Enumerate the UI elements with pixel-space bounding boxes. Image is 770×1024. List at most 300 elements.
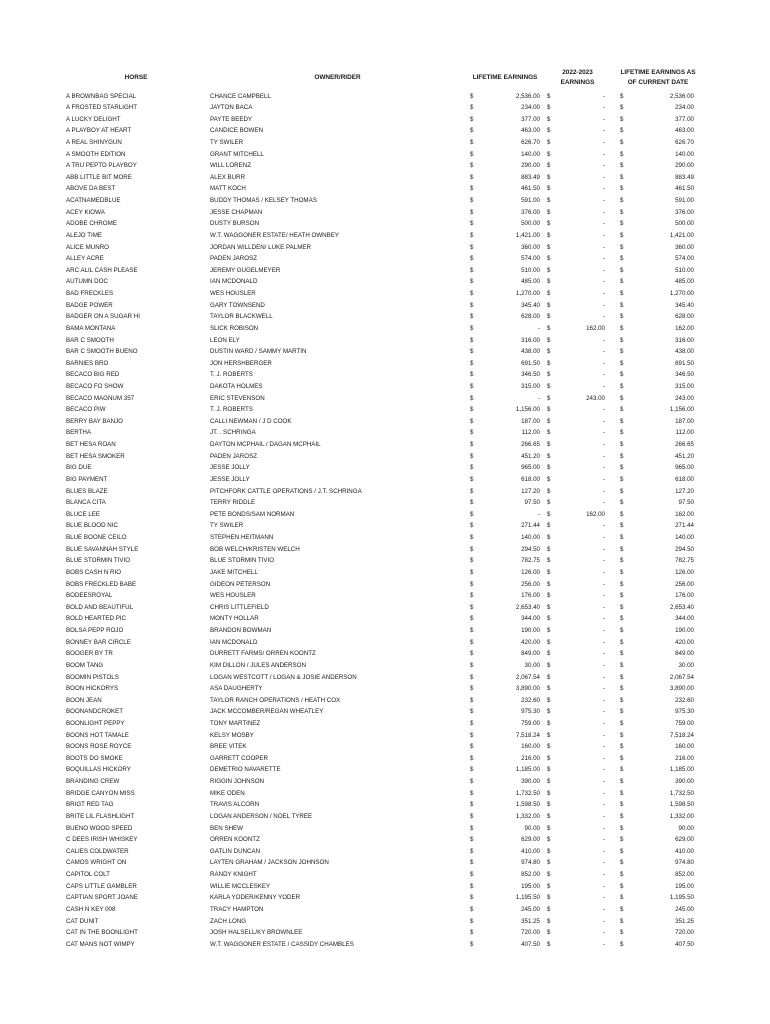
lifetime-earnings: 463.00 xyxy=(521,127,540,135)
lifetime-currency: $ xyxy=(470,487,474,495)
season-earnings: - xyxy=(602,406,605,414)
header-current-line1: LIFETIME EARNINGS AS xyxy=(620,69,696,76)
table-row xyxy=(0,764,770,776)
current-earnings: 1,185.00 xyxy=(669,766,694,774)
current-currency: $ xyxy=(620,685,624,693)
horse-name: AUTUMN DOC xyxy=(66,278,108,286)
horse-name: BLUE SAVANNAH STYLE xyxy=(66,545,139,553)
table-row xyxy=(0,486,770,498)
season-currency: $ xyxy=(547,290,551,298)
horse-name: CALIES COLDWATER xyxy=(66,847,129,855)
season-earnings: - xyxy=(602,661,605,669)
owner-rider: MONTY HOLLAR xyxy=(210,615,259,623)
current-earnings: 112.00 xyxy=(675,429,694,437)
lifetime-currency: $ xyxy=(470,847,474,855)
lifetime-earnings: 965.00 xyxy=(521,464,540,472)
table-row xyxy=(0,381,770,393)
horse-name: BOONS ROSE ROYCE xyxy=(66,743,132,751)
owner-rider: JESSE JOLLY xyxy=(210,464,250,472)
current-currency: $ xyxy=(620,754,624,762)
lifetime-currency: $ xyxy=(470,162,474,170)
current-currency: $ xyxy=(620,522,624,530)
table-row xyxy=(0,892,770,904)
lifetime-currency: $ xyxy=(470,836,474,844)
owner-rider: WES HOUSLER xyxy=(210,290,256,298)
season-earnings: - xyxy=(602,371,605,379)
season-currency: $ xyxy=(547,627,551,635)
horse-name: C DEES IRISH WHISKEY xyxy=(66,836,138,844)
horse-name: CAT DUNIT xyxy=(66,917,99,925)
lifetime-currency: $ xyxy=(470,231,474,239)
lifetime-currency: $ xyxy=(470,743,474,751)
current-earnings: 1,732.50 xyxy=(669,789,694,797)
season-earnings: - xyxy=(602,615,605,623)
lifetime-earnings: 377.00 xyxy=(521,115,540,123)
current-earnings: 271.44 xyxy=(675,522,694,530)
current-currency: $ xyxy=(620,824,624,832)
owner-rider: W.T. WAGGONER ESTATE / CASSIDY CHAMBLES xyxy=(210,940,354,948)
season-currency: $ xyxy=(547,138,551,146)
owner-rider: JAYTON BACA xyxy=(210,104,253,112)
season-earnings: - xyxy=(602,127,605,135)
table-row xyxy=(0,416,770,428)
lifetime-currency: $ xyxy=(470,894,474,902)
season-currency: $ xyxy=(547,894,551,902)
horse-name: A PLAYBOY AT HEART xyxy=(66,127,132,135)
season-earnings: - xyxy=(602,778,605,786)
current-earnings: 461.50 xyxy=(675,185,694,193)
current-earnings: 30.00 xyxy=(678,661,694,669)
current-earnings: 376.00 xyxy=(675,208,694,216)
header-horse-label: HORSE xyxy=(124,74,148,81)
season-earnings: - xyxy=(602,162,605,170)
season-earnings: - xyxy=(602,115,605,123)
season-earnings: - xyxy=(602,627,605,635)
header-lifetime xyxy=(465,73,545,83)
current-currency: $ xyxy=(620,383,624,390)
lifetime-currency: $ xyxy=(470,917,474,925)
table-row xyxy=(0,102,770,114)
horse-name: BERRY BAY BANJO xyxy=(66,417,123,425)
lifetime-currency: $ xyxy=(470,278,474,286)
season-earnings: - xyxy=(602,441,605,449)
owner-rider: JACK MCCOMBER/REGAN WHEATLEY xyxy=(210,708,324,716)
table-row xyxy=(0,149,770,161)
table-row xyxy=(0,207,770,219)
season-currency: $ xyxy=(547,673,551,681)
current-currency: $ xyxy=(620,255,624,263)
lifetime-earnings: 1,332.00 xyxy=(515,812,540,820)
header-season-line2: EARNINGS xyxy=(560,79,595,86)
season-currency: $ xyxy=(547,150,551,158)
horse-name: BLUE BLOOD NIC xyxy=(66,522,118,530)
lifetime-currency: $ xyxy=(470,754,474,762)
table-row xyxy=(0,335,770,347)
lifetime-currency: $ xyxy=(470,266,474,274)
season-earnings: - xyxy=(602,92,605,100)
current-currency: $ xyxy=(620,197,624,205)
owner-rider: BLUE STORMIN TIVIO xyxy=(210,557,275,565)
owner-rider: PADEN JAROSZ xyxy=(210,452,257,460)
owner-rider: BREE VITEK xyxy=(210,743,247,751)
lifetime-earnings: 691.50 xyxy=(521,359,540,367)
horse-name: CAMOS WRIGHT ON xyxy=(66,859,127,867)
lifetime-currency: $ xyxy=(470,905,474,913)
table-row xyxy=(0,695,770,707)
lifetime-earnings: 974.80 xyxy=(521,859,540,867)
season-currency: $ xyxy=(547,789,551,797)
lifetime-earnings: 3,890.00 xyxy=(515,685,540,693)
lifetime-earnings: 232.60 xyxy=(521,696,540,704)
current-earnings: 759.00 xyxy=(675,719,694,727)
current-earnings: 190.00 xyxy=(675,627,694,635)
table-row xyxy=(0,613,770,625)
owner-rider: TY SWILER xyxy=(210,138,244,146)
season-earnings: - xyxy=(602,592,605,600)
season-earnings: - xyxy=(602,685,605,693)
season-currency: $ xyxy=(547,336,551,344)
season-earnings: - xyxy=(602,929,605,937)
lifetime-earnings: - xyxy=(537,394,540,402)
owner-rider: JORDAN WILLDEN/ LUKE PALMER xyxy=(210,243,311,251)
season-currency: $ xyxy=(547,371,551,379)
lifetime-earnings: 975.30 xyxy=(521,708,540,716)
current-earnings: 500.00 xyxy=(675,220,694,228)
horse-name: BECACO MAGNUM 357 xyxy=(66,394,135,402)
season-earnings: - xyxy=(602,603,605,611)
current-earnings: 451.20 xyxy=(675,452,694,460)
table-row xyxy=(0,439,770,451)
lifetime-earnings: 351.25 xyxy=(521,917,540,925)
lifetime-earnings: 345.40 xyxy=(521,301,540,309)
lifetime-earnings: 140.00 xyxy=(521,534,540,542)
horse-name: ALEJO TIME xyxy=(66,231,102,239)
lifetime-currency: $ xyxy=(470,603,474,611)
season-currency: $ xyxy=(547,278,551,286)
owner-rider: MIKE ODEN xyxy=(210,789,245,797)
current-currency: $ xyxy=(620,673,624,681)
owner-rider: TY SWILER xyxy=(210,522,244,530)
season-currency: $ xyxy=(547,940,551,948)
lifetime-currency: $ xyxy=(470,824,474,832)
owner-rider: CANDICE BOWEN xyxy=(210,127,263,135)
current-earnings: 1,332.00 xyxy=(669,812,694,820)
table-row xyxy=(0,369,770,381)
current-earnings: 140.00 xyxy=(675,534,694,542)
table-row xyxy=(0,242,770,254)
lifetime-earnings: 574.00 xyxy=(521,255,540,263)
lifetime-earnings: 216.00 xyxy=(521,754,540,762)
lifetime-currency: $ xyxy=(470,138,474,146)
horse-name: BAR C SMOOTH BUENO xyxy=(66,348,138,356)
owner-rider: ASA DAUGHERTY xyxy=(210,685,263,693)
owner-rider: SLICK ROBISON xyxy=(210,324,259,332)
season-earnings: - xyxy=(602,824,605,832)
lifetime-earnings: 346.50 xyxy=(521,371,540,379)
season-earnings: 162.00 xyxy=(586,510,605,518)
lifetime-earnings: 1,270.00 xyxy=(515,290,540,298)
current-earnings: 232.60 xyxy=(675,696,694,704)
lifetime-earnings: 407.50 xyxy=(521,940,540,948)
lifetime-earnings: 438.00 xyxy=(521,348,540,356)
season-currency: $ xyxy=(547,197,551,205)
table-row xyxy=(0,567,770,579)
season-earnings: - xyxy=(602,359,605,367)
season-currency: $ xyxy=(547,754,551,762)
horse-name: BRITE LIL FLASHLIGHT xyxy=(66,812,135,820)
owner-rider: GATLIN DUNCAN xyxy=(210,847,261,855)
lifetime-currency: $ xyxy=(470,441,474,449)
lifetime-currency: $ xyxy=(470,185,474,193)
owner-rider: LOGAN WESTCOTT / LOGAN & JOSIE ANDERSON xyxy=(210,673,357,681)
lifetime-currency: $ xyxy=(470,568,474,576)
season-earnings: - xyxy=(602,266,605,274)
season-currency: $ xyxy=(547,499,551,507)
header-current xyxy=(612,68,704,88)
lifetime-currency: $ xyxy=(470,929,474,937)
lifetime-currency: $ xyxy=(470,208,474,216)
lifetime-currency: $ xyxy=(470,592,474,600)
current-earnings: 97.50 xyxy=(678,499,694,507)
current-currency: $ xyxy=(620,603,624,611)
owner-rider: GARY TOWNSEND xyxy=(210,301,265,309)
horse-name: BERTHA xyxy=(66,429,91,437)
current-earnings: 377.00 xyxy=(675,115,694,123)
season-currency: $ xyxy=(547,301,551,309)
table-row xyxy=(0,846,770,858)
season-currency: $ xyxy=(547,638,551,646)
current-currency: $ xyxy=(620,290,624,298)
season-currency: $ xyxy=(547,115,551,123)
lifetime-earnings: 195.00 xyxy=(521,882,540,890)
owner-rider: STEPHEN HEITMANN xyxy=(210,534,274,542)
current-earnings: 2,653.40 xyxy=(669,603,694,611)
current-currency: $ xyxy=(620,580,624,588)
current-earnings: 266.65 xyxy=(675,441,694,449)
owner-rider: JT. . SCHRINGA xyxy=(210,429,256,437)
horse-name: BLUE BOONE CEILO xyxy=(66,534,127,542)
table-row xyxy=(0,730,770,742)
table-row xyxy=(0,799,770,811)
lifetime-currency: $ xyxy=(470,255,474,263)
current-currency: $ xyxy=(620,731,624,739)
season-earnings: - xyxy=(602,871,605,879)
owner-rider: DURRETT FARMS/ ORREN KOONTZ xyxy=(210,650,316,658)
owner-rider: TONY MARTINEZ xyxy=(210,719,261,727)
lifetime-currency: $ xyxy=(470,615,474,623)
horse-name: CAPS LITTLE GAMBLER xyxy=(66,882,137,890)
season-currency: $ xyxy=(547,534,551,542)
owner-rider: TRAVIS ALCORN xyxy=(210,801,260,809)
owner-rider: GARRETT COOPER xyxy=(210,754,268,762)
lifetime-currency: $ xyxy=(470,789,474,797)
horse-name: BET HESA SMOKER xyxy=(66,452,125,460)
season-earnings: - xyxy=(602,150,605,158)
current-currency: $ xyxy=(620,429,624,437)
current-earnings: 234.00 xyxy=(675,104,694,112)
horse-name: BOLD HEARTED PIC xyxy=(66,615,127,623)
season-earnings: - xyxy=(602,545,605,553)
current-currency: $ xyxy=(620,173,624,181)
table-row xyxy=(0,753,770,765)
owner-rider: JEREMY GUGELMEYER xyxy=(210,266,281,274)
horse-name: BET HESA ROAN xyxy=(66,441,116,449)
current-currency: $ xyxy=(620,336,624,344)
current-currency: $ xyxy=(620,894,624,902)
horse-name: BECACO BIG RED xyxy=(66,371,120,379)
season-earnings: - xyxy=(602,847,605,855)
owner-rider: TAYLOR RANCH OPERATIONS / HEATH COX xyxy=(210,696,341,704)
horse-name: CAT MANS NOT WIMPY xyxy=(66,940,135,948)
horse-name: BOBS CASH N RIO xyxy=(66,568,122,576)
season-currency: $ xyxy=(547,487,551,495)
current-currency: $ xyxy=(620,801,624,809)
table-row xyxy=(0,125,770,137)
lifetime-earnings: 7,518.24 xyxy=(515,731,540,739)
current-earnings: 344.00 xyxy=(675,615,694,623)
lifetime-earnings: 1,195.50 xyxy=(515,894,540,902)
current-earnings: 360.00 xyxy=(675,243,694,251)
season-currency: $ xyxy=(547,708,551,716)
season-currency: $ xyxy=(547,475,551,483)
season-currency: $ xyxy=(547,266,551,274)
owner-rider: JESSE JOLLY xyxy=(210,475,250,483)
owner-rider: PETE BONDS/SAM NORMAN xyxy=(210,510,295,518)
horse-name: ALICE MUNRO xyxy=(66,243,109,251)
current-earnings: 782.75 xyxy=(675,557,694,565)
header-season xyxy=(545,68,610,88)
lifetime-currency: $ xyxy=(470,452,474,460)
table-row xyxy=(0,218,770,230)
season-currency: $ xyxy=(547,220,551,228)
owner-rider: JOSH HALSELL/KY BROWNLEE xyxy=(210,929,303,937)
table-row xyxy=(0,497,770,509)
table-row xyxy=(0,834,770,846)
lifetime-currency: $ xyxy=(470,394,474,402)
current-currency: $ xyxy=(620,650,624,658)
horse-name: BIG PAYMENT xyxy=(66,475,108,483)
table-row xyxy=(0,195,770,207)
season-earnings: - xyxy=(602,487,605,495)
owner-rider: CHRIS LITTLEFIELD xyxy=(210,603,269,611)
season-currency: $ xyxy=(547,313,551,321)
current-currency: $ xyxy=(620,812,624,820)
current-currency: $ xyxy=(620,231,624,239)
table-row xyxy=(0,137,770,149)
current-earnings: 294.50 xyxy=(675,545,694,553)
season-earnings: - xyxy=(602,348,605,356)
season-currency: $ xyxy=(547,255,551,263)
horse-name: BLUE STORMIN TIVIO xyxy=(66,557,131,565)
lifetime-earnings: 510.00 xyxy=(521,266,540,274)
season-currency: $ xyxy=(547,603,551,611)
current-currency: $ xyxy=(620,115,624,123)
current-earnings: 883.49 xyxy=(675,173,694,181)
lifetime-currency: $ xyxy=(470,301,474,309)
horse-name: BLUES BLAZE xyxy=(66,487,108,495)
current-earnings: 90.00 xyxy=(678,824,694,832)
season-earnings: - xyxy=(602,173,605,181)
current-earnings: 290.00 xyxy=(675,162,694,170)
season-currency: $ xyxy=(547,383,551,390)
horse-name: CAPTIAN SPORT JOANE xyxy=(66,894,138,902)
owner-rider: BEN SHEW xyxy=(210,824,244,832)
horse-name: BONNEY BAR CIRCLE xyxy=(66,638,131,646)
current-currency: $ xyxy=(620,406,624,414)
table-row xyxy=(0,544,770,556)
table-row xyxy=(0,881,770,893)
table-row xyxy=(0,404,770,416)
owner-rider: T. J. ROBERTS xyxy=(210,406,253,414)
horse-name: A REAL SHINYGUN xyxy=(66,138,122,146)
lifetime-currency: $ xyxy=(470,650,474,658)
lifetime-earnings: 190.00 xyxy=(521,627,540,635)
season-earnings: - xyxy=(602,754,605,762)
lifetime-currency: $ xyxy=(470,719,474,727)
current-earnings: 2,067.54 xyxy=(669,673,694,681)
current-earnings: 256.00 xyxy=(675,580,694,588)
season-earnings: - xyxy=(602,894,605,902)
horse-name: ALLEY ACRE xyxy=(66,255,104,263)
current-earnings: 618.00 xyxy=(675,475,694,483)
season-currency: $ xyxy=(547,917,551,925)
owner-rider: TAYLOR BLACKWELL xyxy=(210,313,273,321)
table-row xyxy=(0,265,770,277)
lifetime-currency: $ xyxy=(470,313,474,321)
current-earnings: 1,598.50 xyxy=(669,801,694,809)
horse-name: BADGE POWER xyxy=(66,301,113,309)
lifetime-earnings: 160.00 xyxy=(521,743,540,751)
table-row xyxy=(0,346,770,358)
season-earnings: - xyxy=(602,940,605,948)
lifetime-currency: $ xyxy=(470,243,474,251)
table-row xyxy=(0,741,770,753)
owner-rider: BOB WELCH/KRISTEN WELCH xyxy=(210,545,300,553)
season-earnings: - xyxy=(602,650,605,658)
current-currency: $ xyxy=(620,301,624,309)
owner-rider: KELSY MOSBY xyxy=(210,731,254,739)
lifetime-earnings: 376.00 xyxy=(521,208,540,216)
lifetime-earnings: 140.00 xyxy=(521,150,540,158)
horse-name: ARC ALIL CASH PLEASE xyxy=(66,266,138,274)
current-currency: $ xyxy=(620,592,624,600)
table-row xyxy=(0,253,770,265)
season-earnings: - xyxy=(602,905,605,913)
owner-rider: DUSTIN WARD / SAMMY MARTIN xyxy=(210,348,307,356)
lifetime-currency: $ xyxy=(470,406,474,414)
current-currency: $ xyxy=(620,208,624,216)
current-earnings: 127.20 xyxy=(675,487,694,495)
lifetime-earnings: 112.00 xyxy=(521,429,540,437)
table-row xyxy=(0,939,770,951)
lifetime-earnings: 294.50 xyxy=(521,545,540,553)
current-currency: $ xyxy=(620,719,624,727)
owner-rider: RIGGIN JOHNSON xyxy=(210,778,264,786)
table-row xyxy=(0,904,770,916)
season-earnings: - xyxy=(602,336,605,344)
season-currency: $ xyxy=(547,778,551,786)
current-earnings: 410.00 xyxy=(675,847,694,855)
table-row xyxy=(0,160,770,172)
lifetime-earnings: 360.00 xyxy=(521,243,540,251)
lifetime-currency: $ xyxy=(470,348,474,356)
current-earnings: 176.00 xyxy=(675,592,694,600)
owner-rider: ORREN KOONTZ xyxy=(210,836,260,844)
season-earnings: - xyxy=(602,766,605,774)
lifetime-earnings: 451.20 xyxy=(521,452,540,460)
horse-name: BOON JEAN xyxy=(66,696,102,704)
lifetime-earnings: 591.00 xyxy=(521,197,540,205)
